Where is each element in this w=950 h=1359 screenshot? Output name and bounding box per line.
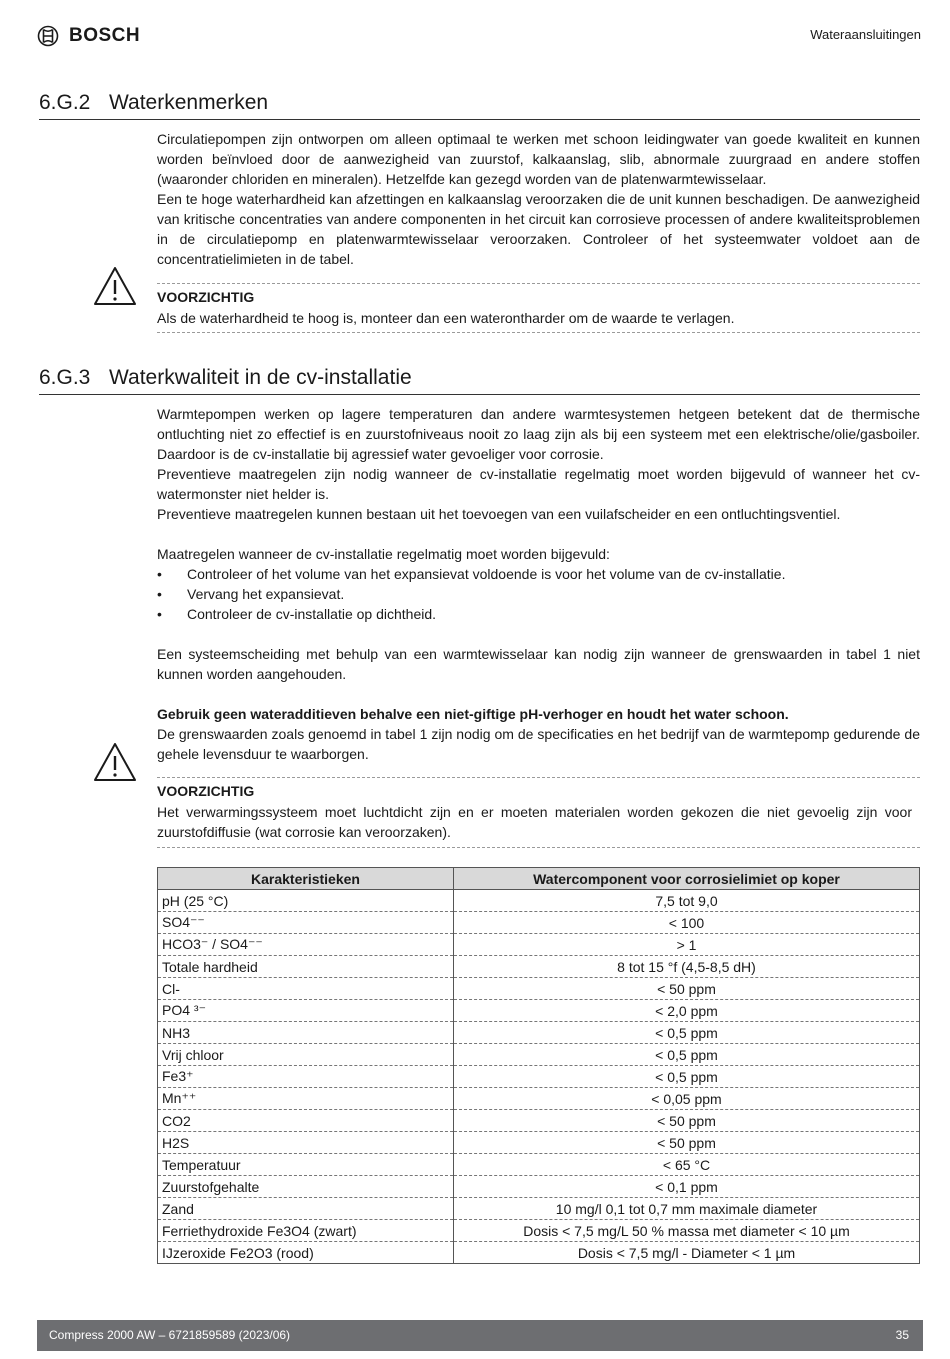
table-header-row <box>158 868 920 890</box>
paragraph: Preventieve maatregelen zijn nodig wanneer de cv-installatie regelmatig moet worden bijgevuld of wanneer het cv-watermonster niet helder is. <box>157 466 920 502</box>
limit-value-cell: Dosis < 7,5 mg/L 50 % massa met diameter < 10 µm <box>454 1220 920 1242</box>
table-row <box>158 1000 920 1022</box>
table-row <box>158 1154 920 1176</box>
bosch-armature-icon <box>37 25 59 47</box>
limit-value-cell: 8 tot 15 °f (4,5-8,5 dH) <box>454 956 920 978</box>
bullet-marker: • <box>157 586 162 602</box>
limit-value-cell: 10 mg/l 0,1 tot 0,7 mm maximale diameter <box>454 1198 920 1220</box>
section-body <box>157 129 920 269</box>
table-row <box>158 1110 920 1132</box>
limit-value-cell: < 0,05 ppm <box>454 1088 920 1110</box>
section-heading-waterkenmerken <box>39 91 920 120</box>
list-item: • Controleer of het volume van het expansievat voldoende is voor het volume van de cv-installatie. <box>157 566 786 582</box>
characteristic-cell: CO2 <box>158 1110 454 1132</box>
characteristic-cell: SO4⁻⁻ <box>158 912 454 934</box>
table-row <box>158 1044 920 1066</box>
bullet-marker: • <box>157 606 162 622</box>
warning-text: Het verwarmingssysteem moet luchtdicht zijn en er moeten materialen worden gekozen die niet gevoelig zijn voor zuurstofdiffusie (wat corrosie kan veroorzaken). <box>157 804 912 840</box>
divider <box>157 847 920 848</box>
limit-value-cell: < 65 °C <box>454 1154 920 1176</box>
characteristic-cell: HCO3⁻ / SO4⁻⁻ <box>158 934 454 956</box>
limit-value-cell: < 50 ppm <box>454 1132 920 1154</box>
page-footer <box>37 1320 923 1351</box>
list-item: • Controleer de cv-installatie op dichtheid. <box>157 606 437 622</box>
paragraph: Een te hoge waterhardheid kan afzettingen en kalkaanslag veroorzaken die de unit kunnen beschadigen. De aanwezigheid van kritische concentraties van andere componenten in het circuit kan corrosieve processen of andere kwaliteitsproblemen in de circulatiepomp en platenwarmtewisselaar veroorzaken. Controleer of het systeemwater voldoet aan de concentratielimieten in de tabel. <box>157 191 920 267</box>
characteristic-cell: Mn⁺⁺ <box>158 1088 454 1110</box>
limit-value-cell: < 50 ppm <box>454 978 920 1000</box>
column-header: Karakteristieken <box>158 868 454 890</box>
limit-value-cell: < 0,5 ppm <box>454 1044 920 1066</box>
section-number: 6.G.3 <box>39 366 91 389</box>
table-row <box>158 1220 920 1242</box>
limit-value-cell: 7,5 tot 9,0 <box>454 890 920 912</box>
table-row <box>158 1198 920 1220</box>
bosch-logo <box>37 25 140 47</box>
table-row <box>158 1066 920 1088</box>
limit-value-cell: < 0,1 ppm <box>454 1176 920 1198</box>
characteristic-cell: pH (25 °C) <box>158 890 454 912</box>
table-row <box>158 1176 920 1198</box>
divider <box>157 283 920 284</box>
paragraph: Warmtepompen werken op lagere temperaturen dan andere warmtesystemen hetgeen betekent dat de thermische ontluchting niet zo effectief is en zuurstofniveaus nooit zo laag zijn als bij een systeem met een elektrische/olie/gasboiler. Daardoor is de cv-installatie bij agressief water gevoeliger voor corrosie. <box>157 406 920 462</box>
bold-note: Gebruik geen wateradditieven behalve een niet-giftige pH-verhoger en houdt het water schoon. <box>157 706 789 722</box>
column-header: Watercomponent voor corrosielimiet op koper <box>454 868 920 890</box>
characteristic-cell: Vrij chloor <box>158 1044 454 1066</box>
water-quality-table <box>157 867 920 1264</box>
table-row <box>158 890 920 912</box>
warning-heading: VOORZICHTIG <box>157 289 255 305</box>
divider <box>157 777 920 778</box>
paragraph: Circulatiepompen zijn ontworpen om alleen optimaal te werken met schoon leidingwater van goede kwaliteit en kunnen worden beïnvloed door de aanwezigheid van zuurstof, kalkaanslag, slib, abnormale zuurgraad en andere stoffen (waaronder chloriden en mineralen). Hetzelfde kan gezegd worden van de platenwarmtewisselaar. <box>157 131 920 187</box>
table-row <box>158 912 920 934</box>
limit-value-cell: > 1 <box>454 934 920 956</box>
characteristic-cell: Zuurstofgehalte <box>158 1176 454 1198</box>
limit-value-cell: Dosis < 7,5 mg/l - Diameter < 1 µm <box>454 1242 920 1264</box>
characteristic-cell: Zand <box>158 1198 454 1220</box>
limit-value-cell: < 0,5 ppm <box>454 1022 920 1044</box>
document-reference: Compress 2000 AW – 6721859589 (2023/06) <box>49 1328 291 1342</box>
limit-value-cell: < 0,5 ppm <box>454 1066 920 1088</box>
table-row <box>158 934 920 956</box>
additives-note <box>157 704 920 764</box>
warning-triangle-icon <box>93 266 137 306</box>
running-header-title: Wateraansluitingen <box>810 27 921 42</box>
table-body <box>158 890 920 1264</box>
table-row <box>158 956 920 978</box>
characteristic-cell: Ferriethydroxide Fe3O4 (zwart) <box>158 1220 454 1242</box>
divider <box>157 332 920 333</box>
list-item: • Vervang het expansievat. <box>157 586 345 602</box>
bullet-marker: • <box>157 566 162 582</box>
paragraph: De grenswaarden zoals genoemd in tabel 1 zijn nodig om de specificaties en het bedrijf van de warmtepomp gedurende de gehele levensduur te waarborgen. <box>157 726 920 762</box>
characteristic-cell: PO4 ³⁻ <box>158 1000 454 1022</box>
table-row <box>158 1132 920 1154</box>
characteristic-cell: Fe3⁺ <box>158 1066 454 1088</box>
table-row <box>158 1088 920 1110</box>
page-number: 35 <box>895 1328 909 1342</box>
paragraph: Preventieve maatregelen kunnen bestaan uit het toevoegen van een vuilafscheider en een ontluchtingsventiel. <box>157 506 841 522</box>
warning-triangle-icon <box>93 742 137 782</box>
characteristic-cell: IJzeroxide Fe2O3 (rood) <box>158 1242 454 1264</box>
section-title: Waterkenmerken <box>109 91 269 114</box>
table-row <box>158 978 920 1000</box>
separation-paragraph: Een systeemscheiding met behulp van een warmtewisselaar kan nodig zijn wanneer de grenswaarden in tabel 1 niet kunnen worden aangehouden. <box>157 646 920 682</box>
section-body <box>157 404 920 524</box>
page-header <box>0 0 950 60</box>
limit-value-cell: < 2,0 ppm <box>454 1000 920 1022</box>
characteristic-cell: Totale hardheid <box>158 956 454 978</box>
table-row <box>158 1022 920 1044</box>
characteristic-cell: NH3 <box>158 1022 454 1044</box>
list-intro: Maatregelen wanneer de cv-installatie regelmatig moet worden bijgevuld: <box>157 546 610 562</box>
limit-value-cell: < 50 ppm <box>454 1110 920 1132</box>
table-row <box>158 1242 920 1264</box>
warning-text: Als de waterhardheid te hoog is, monteer dan een waterontharder om de waarde te verlagen. <box>157 310 735 326</box>
bullet-list <box>157 564 920 624</box>
brand-name: BOSCH <box>69 25 141 46</box>
characteristic-cell: Temperatuur <box>158 1154 454 1176</box>
section-number: 6.G.2 <box>39 91 91 114</box>
limit-value-cell: < 100 <box>454 912 920 934</box>
warning-heading: VOORZICHTIG <box>157 783 255 799</box>
characteristic-cell: Cl- <box>158 978 454 1000</box>
characteristic-cell: H2S <box>158 1132 454 1154</box>
section-heading-waterkwaliteit <box>39 366 920 395</box>
section-title: Waterkwaliteit in de cv-installatie <box>109 366 412 389</box>
